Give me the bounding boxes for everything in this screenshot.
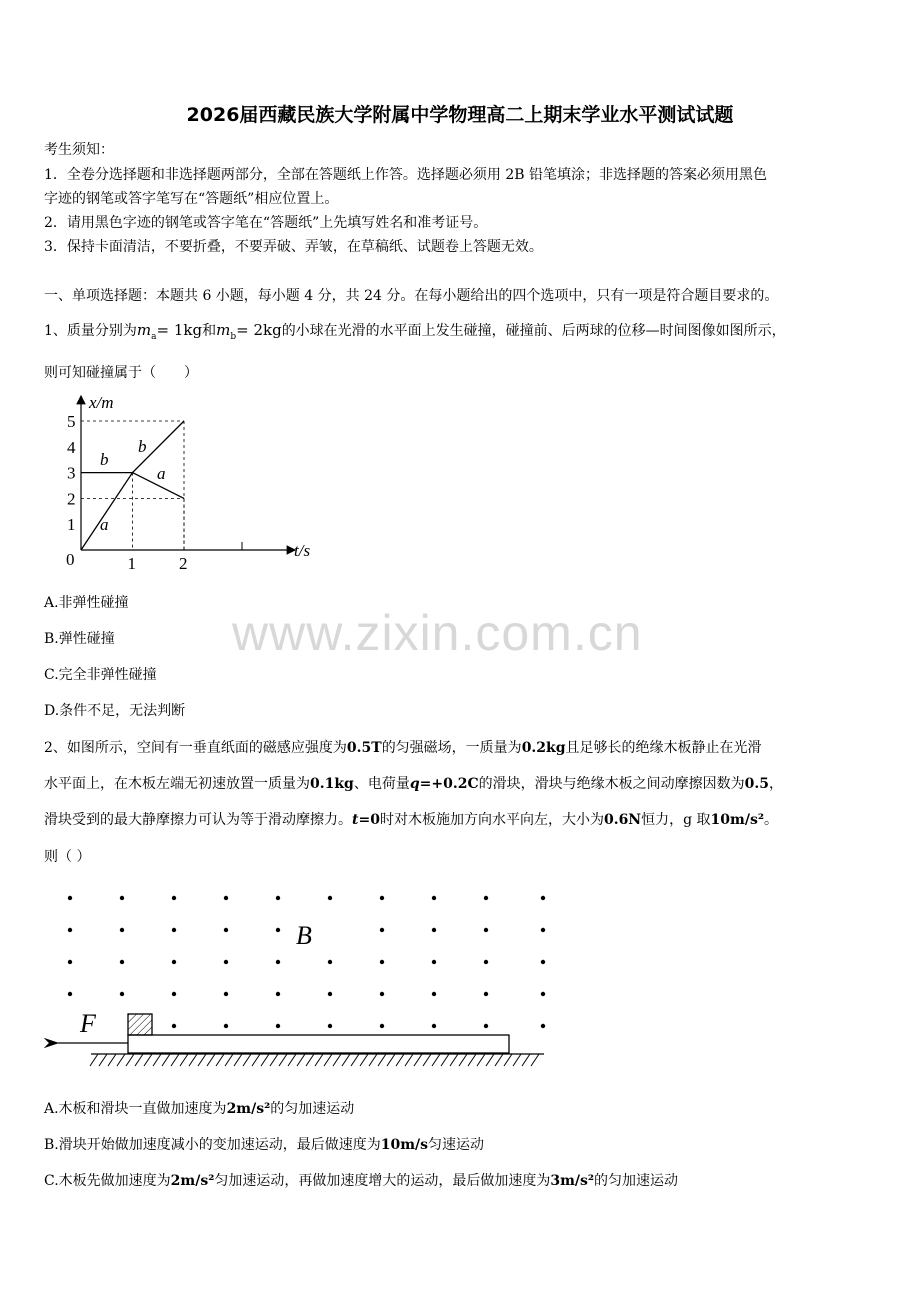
field-dot bbox=[432, 928, 436, 932]
y-tick-label: 5 bbox=[67, 412, 76, 431]
hatch-line bbox=[153, 1054, 161, 1066]
q2-l2-a: 水平面上，在木板左端无初速放置一质量为 bbox=[44, 776, 310, 792]
hatch-line bbox=[324, 1054, 332, 1066]
notice-heading: 考生须知： bbox=[44, 142, 114, 158]
q2-option-b-text: B.滑块开始做加速度减小的变加速运动，最后做速度为 bbox=[44, 1137, 381, 1153]
field-dot bbox=[224, 1024, 228, 1028]
q2-option-a-value: 2m/s² bbox=[226, 1101, 271, 1117]
field-dot bbox=[380, 992, 384, 996]
q1-and: 和 bbox=[202, 323, 217, 339]
magnetic-field-figure bbox=[44, 880, 554, 1080]
hatch-line bbox=[252, 1054, 260, 1066]
y-tick-label: 4 bbox=[67, 437, 76, 457]
hatch-line bbox=[468, 1054, 476, 1066]
hatch-line bbox=[450, 1054, 458, 1066]
q2-option-b[interactable] bbox=[44, 1134, 484, 1154]
q2-gravity-value: 10m/s² bbox=[710, 812, 764, 828]
field-dot bbox=[380, 960, 384, 964]
hatch-line bbox=[477, 1054, 485, 1066]
hatch-line bbox=[117, 1054, 125, 1066]
field-dot bbox=[541, 960, 545, 964]
q2-option-b-tail: 匀速运动 bbox=[428, 1137, 485, 1153]
field-dot bbox=[68, 896, 72, 900]
y-tick-label: 1 bbox=[67, 515, 76, 535]
y-tick-labels bbox=[67, 412, 76, 534]
notice-item-1-cont: 字迹的钢笔或答字笔写在“答题纸”相应位置上。 bbox=[44, 191, 339, 207]
hatch-line bbox=[351, 1054, 359, 1066]
field-dot bbox=[120, 896, 124, 900]
series-line-b bbox=[81, 421, 184, 473]
q2-option-c-mid: 匀加速运动，再做加速度增大的运动，最后做加速度为 bbox=[214, 1173, 551, 1189]
hatch-line bbox=[198, 1054, 206, 1066]
field-dot bbox=[541, 992, 545, 996]
q1-option-c[interactable]: C.完全非弹性碰撞 bbox=[44, 667, 157, 683]
q2-option-b-value: 10m/s bbox=[380, 1137, 429, 1153]
q2-l3-a: 滑块受到的最大静摩擦力可认为等于滑动摩擦力。 bbox=[44, 812, 352, 828]
q2-charge-value: =+0.2C bbox=[419, 776, 479, 792]
field-dot bbox=[68, 960, 72, 964]
q2-force-value: 0.6N bbox=[603, 812, 642, 828]
hatch-line bbox=[369, 1054, 377, 1066]
section-heading: 一、单项选择题：本题共 6 小题，每小题 4 分，共 24 分。在每小题给出的四个选项中，只有一项是符合题目要求的。 bbox=[44, 288, 779, 304]
hatch-line bbox=[333, 1054, 341, 1066]
field-dot bbox=[484, 992, 488, 996]
field-dot bbox=[120, 960, 124, 964]
field-dots bbox=[68, 896, 545, 1028]
field-dot bbox=[172, 992, 176, 996]
field-dot bbox=[484, 928, 488, 932]
hatch-line bbox=[495, 1054, 503, 1066]
hatch-line bbox=[414, 1054, 422, 1066]
field-dot bbox=[380, 928, 384, 932]
q2-option-c[interactable] bbox=[44, 1170, 678, 1190]
hatch-line bbox=[171, 1054, 179, 1066]
question-2-line-2 bbox=[44, 773, 783, 793]
field-dot bbox=[484, 896, 488, 900]
hatch-line bbox=[297, 1054, 305, 1066]
hatch-line bbox=[504, 1054, 512, 1066]
x-tick-labels bbox=[128, 554, 188, 573]
field-dot bbox=[328, 1024, 332, 1028]
label-b-after: b bbox=[138, 437, 147, 456]
q2-option-c-text: C.木板先做加速度为 bbox=[44, 1173, 171, 1189]
field-dot bbox=[120, 928, 124, 932]
field-dot bbox=[276, 960, 280, 964]
insulating-board bbox=[128, 1035, 509, 1053]
q2-friction-coef: 0.5 bbox=[744, 776, 769, 792]
q2-l2-c: 、电荷量 bbox=[353, 776, 410, 792]
hatch-line bbox=[126, 1054, 134, 1066]
q2-option-a-text: A.木板和滑块一直做加速度为 bbox=[44, 1101, 227, 1117]
field-dot bbox=[120, 992, 124, 996]
field-dot bbox=[484, 1024, 488, 1028]
notice-item-1: 1．全卷分选择题和非选择题两部分，全部在答题纸上作答。选择题必须用 2B 铅笔填涂；非选择题的答案必须用黑色 bbox=[44, 167, 767, 183]
watermark: www.zixin.com.cn bbox=[232, 605, 643, 661]
q1-text: 的小球在光滑的水平面上发生碰撞，碰撞前、后两球的位移—时间图像如图所示， bbox=[281, 323, 786, 339]
field-dot bbox=[224, 960, 228, 964]
x-tick-label: 2 bbox=[179, 554, 188, 573]
label-a-after: a bbox=[157, 464, 166, 483]
hatch-line bbox=[279, 1054, 287, 1066]
field-dot bbox=[224, 992, 228, 996]
y-tick-label: 3 bbox=[67, 463, 76, 483]
hatch-line bbox=[225, 1054, 233, 1066]
notice-item-2: 2．请用黑色字迹的钢笔或答字笔在“答题纸”上先填写姓名和准考证号。 bbox=[44, 215, 488, 231]
hatch-line bbox=[216, 1054, 224, 1066]
hatch-line bbox=[234, 1054, 242, 1066]
q2-option-c-value-2: 3m/s² bbox=[550, 1173, 595, 1189]
hatch-line bbox=[486, 1054, 494, 1066]
hatch-line bbox=[396, 1054, 404, 1066]
field-dot bbox=[432, 896, 436, 900]
q2-charge-symbol: q bbox=[409, 776, 420, 792]
field-dot bbox=[172, 896, 176, 900]
field-dot bbox=[328, 960, 332, 964]
field-dot bbox=[484, 960, 488, 964]
hatch-line bbox=[99, 1054, 107, 1066]
hatch-line bbox=[180, 1054, 188, 1066]
q2-l1-e: 且足够长的绝缘木板静止在光滑 bbox=[565, 740, 762, 756]
hatch-line bbox=[459, 1054, 467, 1066]
field-dot bbox=[432, 992, 436, 996]
hatch-line bbox=[144, 1054, 152, 1066]
q1-mb-symbol: m bbox=[216, 321, 231, 339]
question-1-line-2: 则可知碰撞属于（ ） bbox=[44, 365, 198, 381]
q2-board-mass: 0.2kg bbox=[521, 740, 566, 756]
hatch-line bbox=[378, 1054, 386, 1066]
field-dot bbox=[224, 896, 228, 900]
page-title: 2026届西藏民族大学附属中学物理高二上期末学业水平测试试题 bbox=[186, 104, 734, 126]
hatch-line bbox=[432, 1054, 440, 1066]
field-dot bbox=[432, 1024, 436, 1028]
field-dot bbox=[541, 1024, 545, 1028]
hatch-line bbox=[360, 1054, 368, 1066]
force-label: F bbox=[80, 1009, 96, 1038]
x-axis-label: t/s bbox=[294, 541, 311, 560]
field-dot bbox=[328, 896, 332, 900]
dashed-guide-lines bbox=[81, 421, 184, 550]
y-tick-label: 2 bbox=[67, 489, 76, 509]
q2-l2-f: 的滑块，滑块与绝缘木板之间动摩擦因数为 bbox=[478, 776, 745, 792]
hatch-line bbox=[108, 1054, 116, 1066]
field-dot bbox=[276, 992, 280, 996]
field-dot bbox=[432, 960, 436, 964]
q1-option-b[interactable]: B.弹性碰撞 bbox=[44, 631, 115, 647]
hatch-line bbox=[342, 1054, 350, 1066]
hatch-line bbox=[531, 1054, 539, 1066]
question-2-line-1 bbox=[44, 737, 762, 757]
q1-mb-subscript: b bbox=[230, 331, 237, 342]
hatch-line bbox=[207, 1054, 215, 1066]
q1-ma-symbol: m bbox=[136, 321, 152, 339]
field-label: B bbox=[296, 921, 312, 950]
hatch-line bbox=[189, 1054, 197, 1066]
hatch-line bbox=[522, 1054, 530, 1066]
displacement-time-graph bbox=[50, 388, 330, 578]
origin-label: 0 bbox=[66, 550, 75, 569]
q2-time-value: =0 bbox=[358, 812, 380, 828]
q1-mb-value: = 2kg bbox=[236, 321, 282, 339]
question-1-line-1 bbox=[44, 320, 786, 342]
q1-intro: 1、质量分别为 bbox=[44, 323, 137, 339]
hatch-line bbox=[162, 1054, 170, 1066]
hatch-line bbox=[261, 1054, 269, 1066]
field-dot bbox=[68, 992, 72, 996]
hatch-line bbox=[288, 1054, 296, 1066]
field-dot bbox=[380, 1024, 384, 1028]
q2-l1-c: 的匀强磁场，一质量为 bbox=[381, 740, 522, 756]
field-dot bbox=[68, 928, 72, 932]
hatch-line bbox=[90, 1054, 98, 1066]
slider-block bbox=[128, 1014, 152, 1035]
q2-l1-a: 2、如图所示，空间有一垂直纸面的磁感应强度为 bbox=[44, 740, 347, 756]
notice-item-3: 3．保持卡面清洁，不要折叠，不要弄破、弄皱，在草稿纸、试题卷上答题无效。 bbox=[44, 239, 543, 255]
field-dot bbox=[276, 1024, 280, 1028]
y-axis-label: x/m bbox=[89, 393, 114, 412]
field-dot bbox=[541, 928, 545, 932]
q2-field-strength: 0.5T bbox=[346, 740, 382, 756]
hatch-line bbox=[423, 1054, 431, 1066]
hatch-line bbox=[243, 1054, 251, 1066]
field-dot bbox=[328, 992, 332, 996]
q2-option-c-value-1: 2m/s² bbox=[170, 1173, 215, 1189]
hatch-line bbox=[270, 1054, 278, 1066]
q1-ma-subscript: a bbox=[151, 331, 157, 342]
question-2-line-3 bbox=[44, 809, 778, 829]
field-dot bbox=[172, 960, 176, 964]
q2-l3-d: 时对木板施加方向水平向左，大小为 bbox=[379, 812, 604, 828]
q2-slider-mass: 0.1kg bbox=[310, 776, 354, 792]
q2-l3-h: 。 bbox=[763, 812, 778, 828]
label-b-before: b bbox=[100, 450, 109, 469]
q2-option-c-tail: 的匀加速运动 bbox=[594, 1173, 679, 1189]
hatch-line bbox=[441, 1054, 449, 1066]
hatch-line bbox=[315, 1054, 323, 1066]
hatch-line bbox=[306, 1054, 314, 1066]
q2-l3-f: 恒力，g 取 bbox=[641, 812, 711, 828]
field-dot bbox=[380, 896, 384, 900]
question-2-line-4: 则（ ） bbox=[44, 849, 91, 865]
hatch-line bbox=[405, 1054, 413, 1066]
q2-option-a[interactable] bbox=[44, 1098, 354, 1118]
hatch-line bbox=[513, 1054, 521, 1066]
q1-option-d[interactable]: D.条件不足，无法判断 bbox=[44, 703, 186, 719]
hatch-line bbox=[135, 1054, 143, 1066]
q2-option-a-tail: 的匀加速运动 bbox=[270, 1101, 355, 1117]
q2-time-symbol: t bbox=[352, 812, 359, 828]
label-a-before: a bbox=[100, 515, 109, 534]
field-dot bbox=[276, 928, 280, 932]
q1-ma-value: = 1kg bbox=[156, 321, 203, 339]
q1-option-a[interactable]: A.非弹性碰撞 bbox=[44, 595, 129, 611]
field-dot bbox=[276, 896, 280, 900]
ground-hatching bbox=[90, 1054, 539, 1066]
hatch-line bbox=[387, 1054, 395, 1066]
x-tick-label: 1 bbox=[127, 554, 136, 573]
field-dot bbox=[172, 1024, 176, 1028]
field-dot bbox=[172, 928, 176, 932]
field-dot bbox=[541, 896, 545, 900]
field-dot bbox=[224, 928, 228, 932]
q2-l2-h: ， bbox=[768, 776, 783, 792]
